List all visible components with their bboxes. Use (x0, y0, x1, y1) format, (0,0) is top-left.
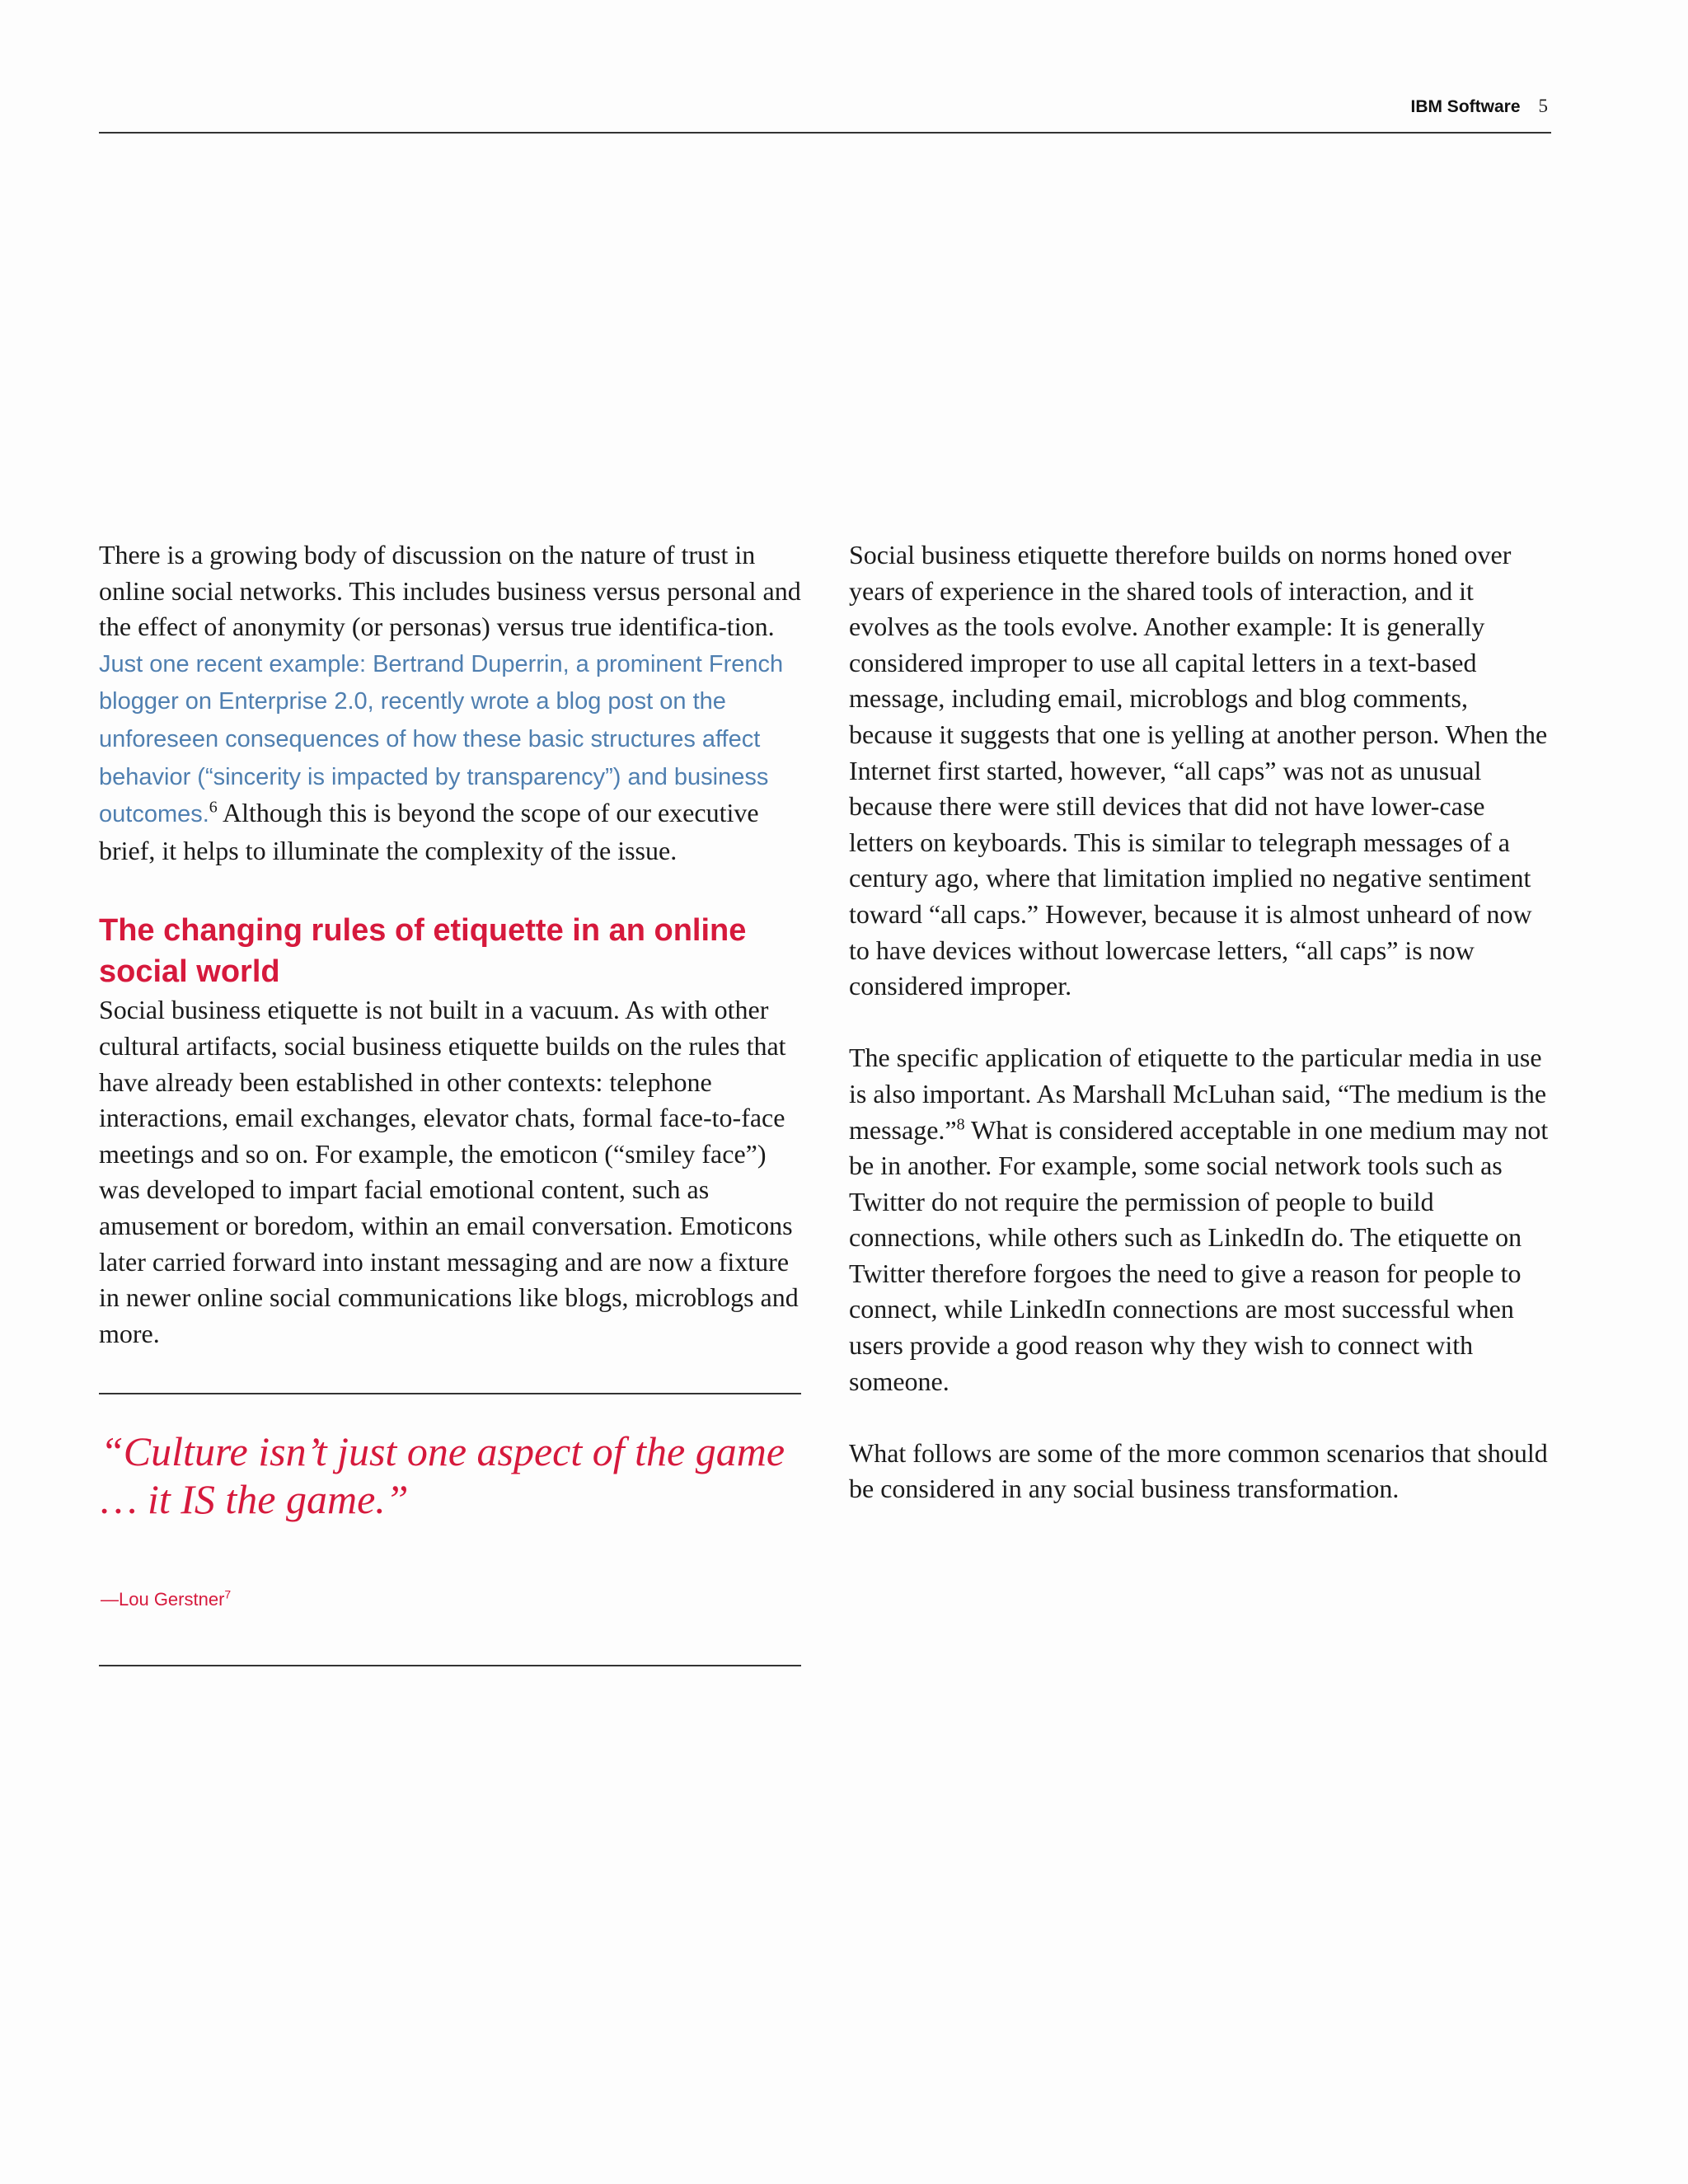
right-paragraph-2 (849, 1040, 1551, 1399)
pull-quote-text: “Culture isn’t just one aspect of the game … it IS the game.” (101, 1428, 785, 1522)
right-paragraph-2-part-b: What is considered acceptable in one medium may not be in another. For example, some social network tools such as Twitter do not require the permission of people to build connections, while others such as LinkedIn do. The etiquette on Twitter therefore forgoes the need to give a reason for people to connect, while LinkedIn connections are most successful when users provide a good reason why they wish to connect with someone. (849, 1114, 1549, 1396)
right-paragraph-2-part-a: The specific application of etiquette to the particular media in use is also important. As Marshall McLuhan said, “The medium is the message.” (849, 1043, 1547, 1145)
footnote-ref-7: 7 (224, 1587, 232, 1601)
header-right (1410, 96, 1548, 117)
intro-text-2: Although this is beyond the scope of our executive brief, it helps to illuminate the complexity of the issue. (99, 798, 759, 865)
right-paragraph-1: Social business etiquette therefore builds on norms honed over years of experience in the shared tools of interaction, and it evolves as the tools evolve. Another example: It is generally considered improper to use all capital letters in a text-based message, including email, microblogs and blog comments, because it suggests that one is yelling at another person. When the Internet first started, however, “all caps” was not as unusual because there were still devices that did not have lower-case letters on keyboards. This is similar to telegraph messages of a century ago, where that limitation implied no negative sentiment toward “all caps.” However, because it is almost unheard of now to have devices without lowercase letters, “all caps” is now considered improper. (849, 540, 1548, 1001)
page-header (99, 91, 1551, 134)
left-column (99, 537, 801, 1352)
footnote-ref-8: 8 (956, 1114, 965, 1133)
right-column (849, 537, 1551, 1507)
intro-paragraph (99, 537, 801, 869)
right-paragraph-3: What follows are some of the more common scenarios that should be considered in any social business transformation. (849, 1437, 1548, 1504)
pull-quote (99, 1393, 801, 1666)
header-brand: IBM Software (1410, 97, 1521, 116)
duperrin-link[interactable]: Just one recent example: Bertrand Duperrin, a prominent French blogger on Enterprise 2.0, recently wrote a blog post on the unforeseen consequences of how these basic structures affect behavior (“sincerity is impacted by transparency”) and business outcomes. (99, 650, 784, 828)
footnote-ref-6: 6 (209, 798, 218, 817)
page-number: 5 (1538, 96, 1548, 116)
attribution-text: —Lou Gerstner (101, 1589, 225, 1610)
pull-quote-attribution (101, 1589, 231, 1610)
intro-text-1: There is a growing body of discussion on the nature of trust in online social networks. This includes business versus personal and the effect of anonymity (or personas) versus true identifica-tion. (99, 540, 801, 642)
section-body-paragraph: Social business etiquette is not built in a vacuum. As with other cultural artifacts, social business etiquette builds on the rules that have already been established in other contexts: telephone interactions, email exchanges, elevator chats, formal face-to-face meetings and so on. For example, the emoticon (“smiley face”) was developed to impart facial emotional content, such as amusement or boredom, within an email conversation. Emoticons later carried forward into instant messaging and are now a fixture in newer online social communications like blogs, microblogs and more. (99, 995, 799, 1348)
section-heading: The changing rules of etiquette in an online social world (99, 913, 747, 990)
